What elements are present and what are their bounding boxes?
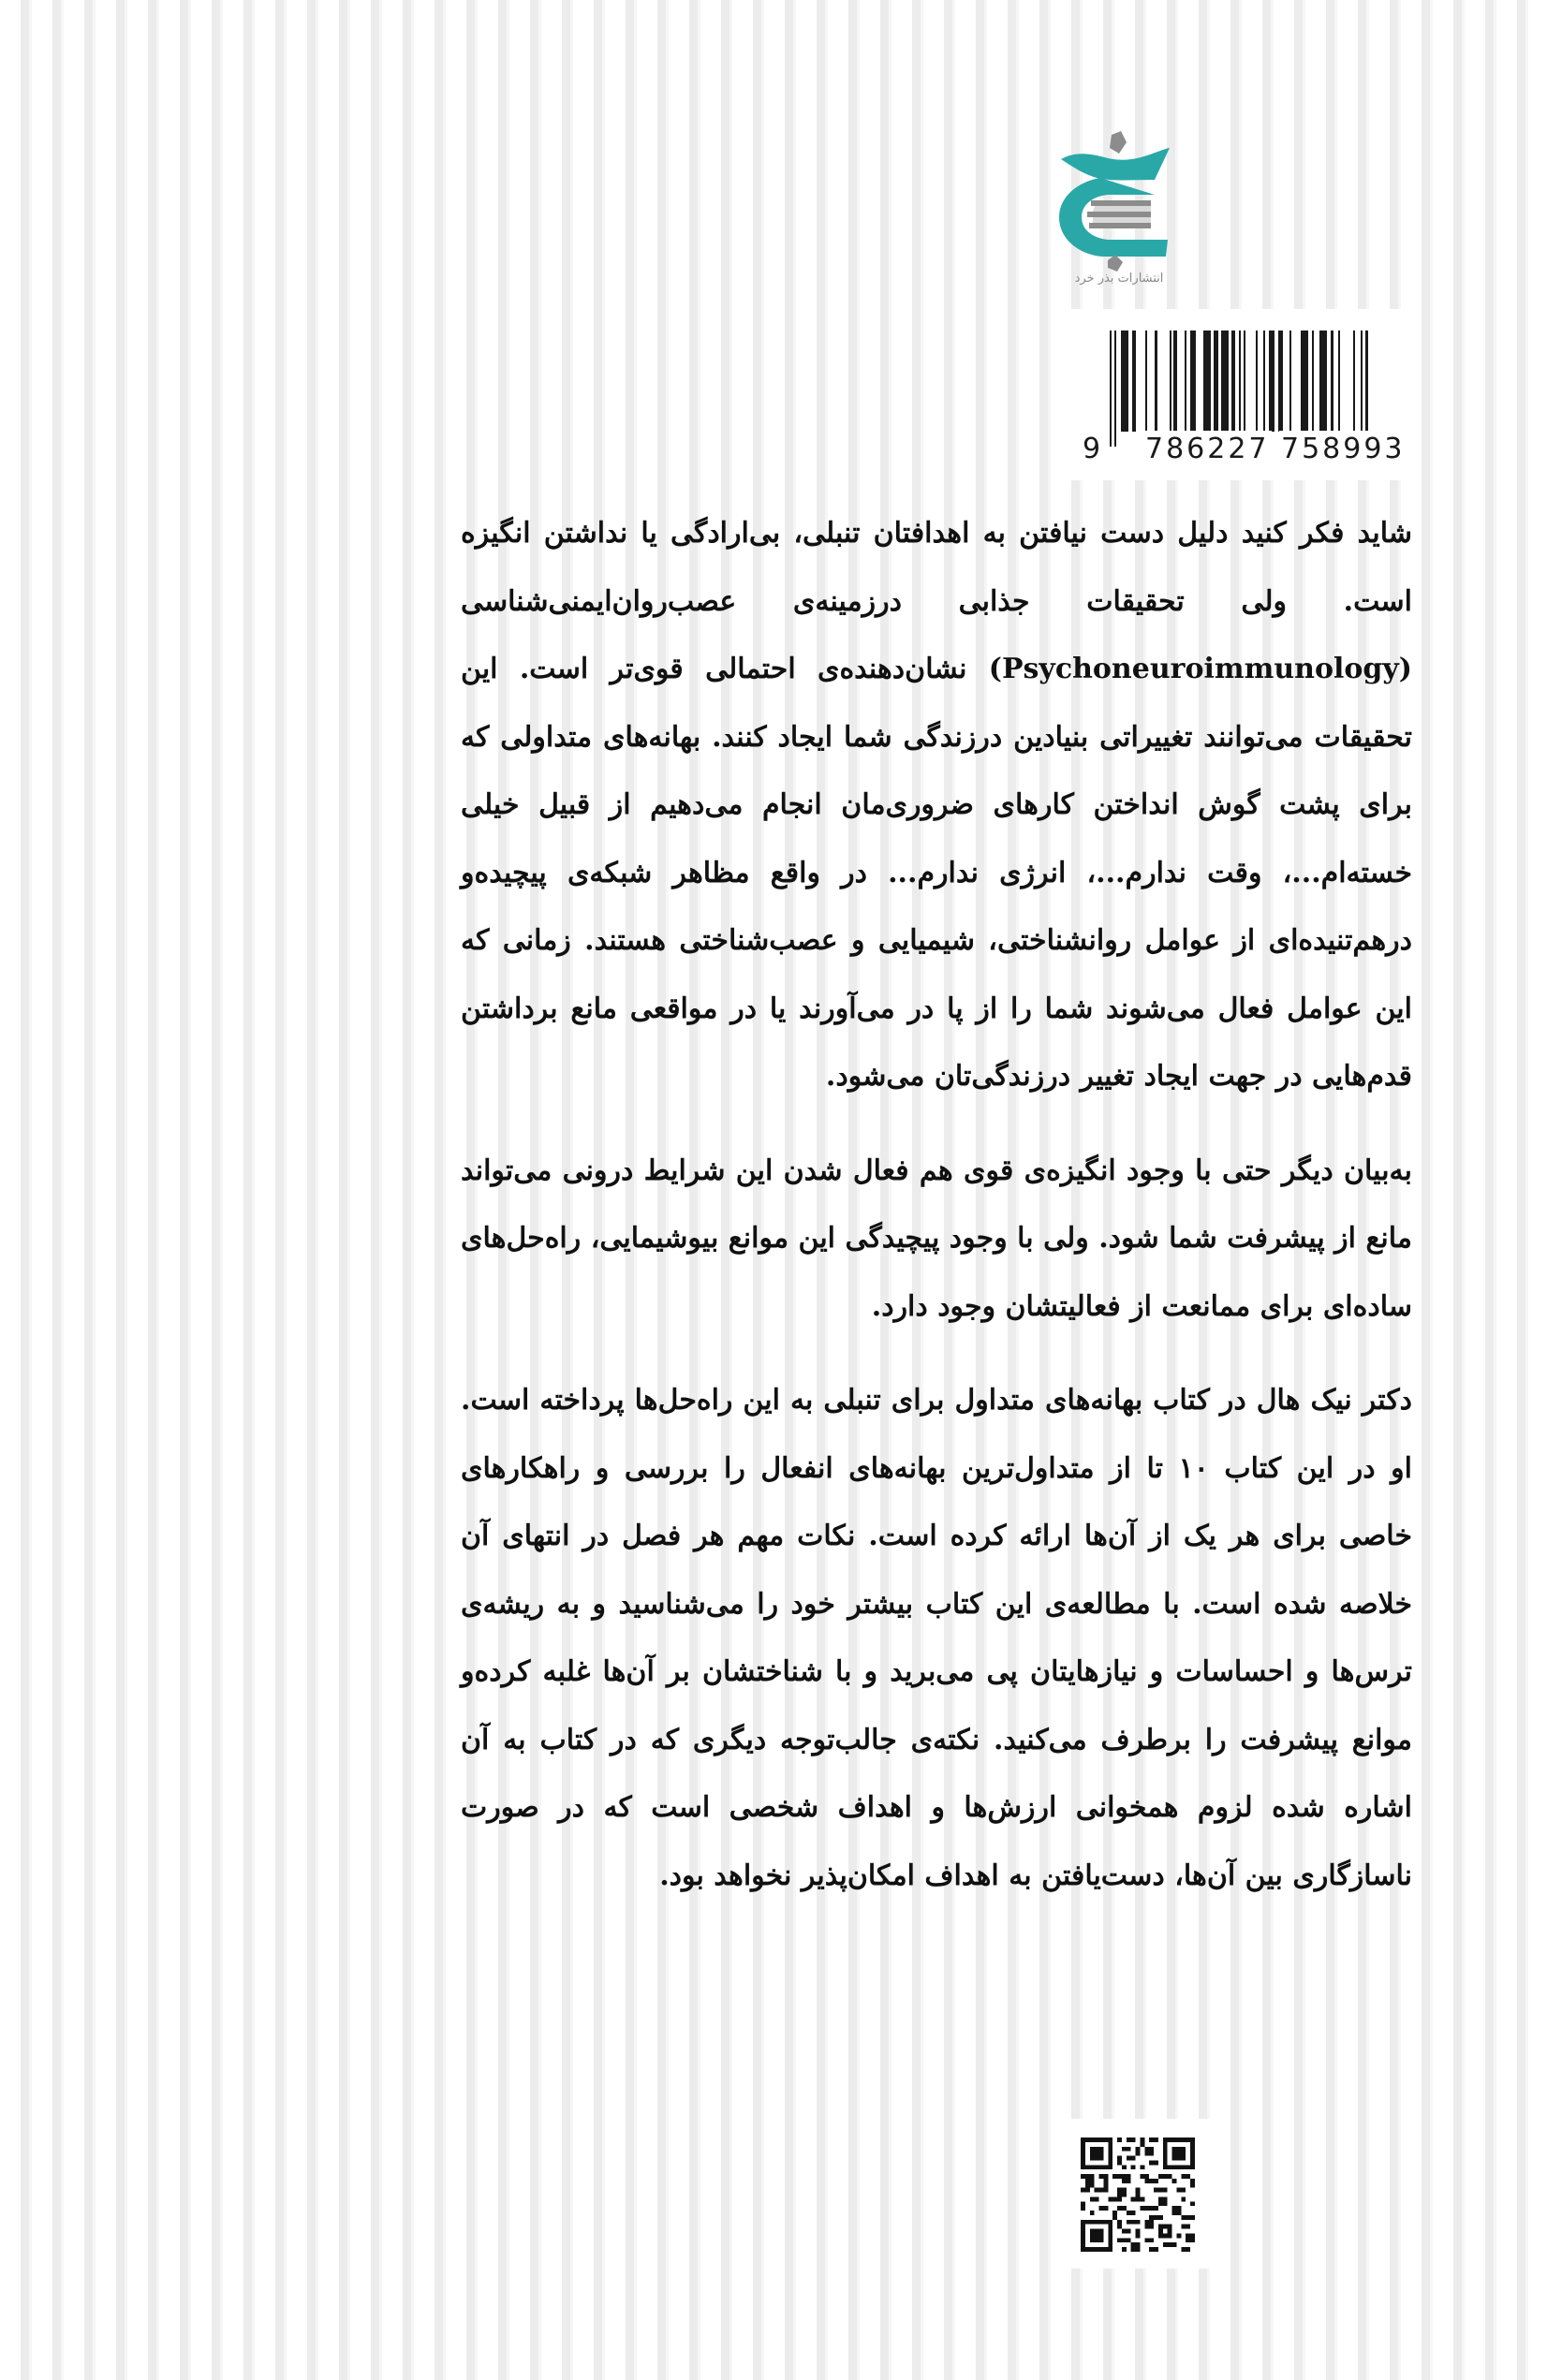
isbn-number [1083, 431, 1406, 468]
blurb-paragraph-3: دکتر نیک هال در کتاب بهانه‌های متداول برای تنبلی به این راه‌حل‌ها پرداخته است. او در این کتاب ۱۰ تا از متداول‌ترین بهانه‌های انفعال را بررسی و راهکارهای خاصی برای هر یک از آن‌ها ارائه کرده است. نکات مهم هر فصل در انتهای آن خلاصه شده است. با مطالعه‌ی این کتاب بیشتر خود را می‌شناسید و به ریشه‌ی ترس‌ها و احساسات و نیازهایتان پی می‌برید و با شناختشان بر آن‌ها غلبه کرده‌و موانع پیشرفت را برطرف می‌کنید. نکته‌ی جالب‌توجه دیگری که در کتاب به آن اشاره شده لزوم همخوانی ارزش‌ها و اهداف شخصی است که در صورت ناسازگاری بین آن‌ها، دست‌یافتن به اهداف امکان‌پذیر نخواهد بود. [461, 1384, 1412, 1892]
publisher-logo [1053, 131, 1185, 300]
isbn-group-1: 786227 [1143, 431, 1272, 468]
blurb-paragraph-1: شاید فکر کنید دلیل دست نیافتن به اهدافتان تنبلی، بی‌ارادگی یا نداشتن انگیزه است. ولی تحقیقات جذابی درزمینه‌ی عصب‌روان‌ایمنی‌شناسی (Psychoneuroimmunology) نشان‌دهنده‌ی احتمالی قوی‌تر است. این تحقیقات می‌توانند تغییراتی بنیادین درزندگی شما ایجاد کنند. بهانه‌های متداولی که برای پشت گوش انداختن کارهای ضروری‌مان انجام می‌دهیم از قبیل خیلی خسته‌ام...، وقت ندارم...، انرژی ندارم... در واقع مظاهر شبکه‌ی پیچیده‌و درهم‌تنیده‌ای از عوامل روانشناختی، شیمیایی و عصب‌شناختی هستند. زمانی که این عوامل فعال می‌شوند شما را از پا در می‌آورند یا در مواقعی مانع برداشتن قدم‌هایی در جهت ایجاد تغییر درزندگی‌تان می‌شود. [461, 517, 1412, 1093]
isbn-barcode [1056, 309, 1410, 480]
isbn-group-2: 758993 [1279, 431, 1407, 468]
back-cover-blurb [461, 500, 1412, 1936]
qr-code [1064, 2119, 1216, 2269]
qr-code-icon [1080, 2138, 1196, 2252]
isbn-lead-digit: 9 [1083, 433, 1104, 465]
publisher-name: انتشارات بذر خرد [1074, 272, 1164, 286]
blurb-paragraph-2: به‌بیان دیگر حتی با وجود انگیزه‌ی قوی هم فعال شدن این شرایط درونی می‌تواند مانع از پیشرفت شما شود. ولی با وجود پیچیدگی این موانع بیوشیمایی، راه‌حل‌های ساده‌ای برای ممانعت از فعالیتشان وجود دارد. [461, 1153, 1412, 1323]
publisher-logo-book-icon [1053, 131, 1185, 272]
